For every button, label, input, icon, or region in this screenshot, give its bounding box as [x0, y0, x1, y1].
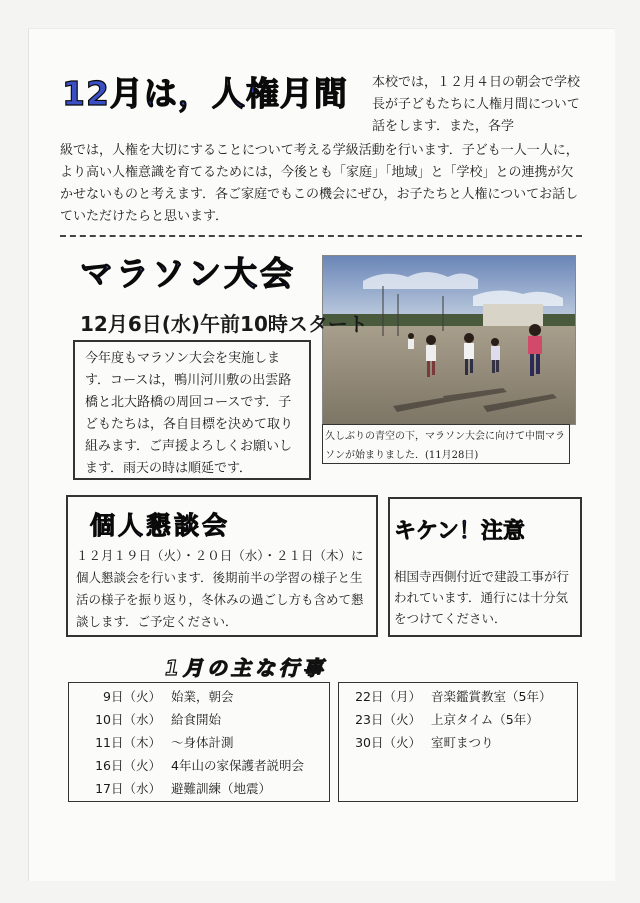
event-row: [345, 708, 577, 731]
section-divider: [60, 235, 582, 237]
event-date: 22日（月）: [355, 689, 421, 704]
events-list-right: [338, 682, 578, 802]
event-date: 30日（火）: [355, 735, 421, 750]
events-title: 1月の主な行事: [165, 656, 327, 680]
marathon-datetime: 12月6日(水)午前10時スタート: [80, 312, 368, 336]
marathon-description-box: 今年度もマラソン大会を実施します．コースは，鴨川河川敷の出雲路橋と北大路橋の周回コースです．子どもたちは，各自目標を決めて取り組みます．ご声援よろしくお願いします．雨天の時は順延です．: [73, 340, 311, 480]
event-row: [85, 754, 329, 777]
interview-body: １２月１９日（火）・２０日（水）・２１日（木）に個人懇談会を行います．後期前半の学習の様子と生活の様子を振り返り，冬休みの過ごし方も含めて懇談します．ご予定ください．: [76, 548, 364, 629]
event-date: 10日（水）: [95, 712, 161, 727]
event-desc: 避難訓練（地震）: [171, 781, 272, 796]
event-desc: 上京タイム（5年）: [431, 712, 539, 727]
event-desc: 4年山の家保護者説明会: [171, 758, 304, 773]
event-row: [345, 731, 577, 754]
event-desc: 始業，朝会: [171, 689, 234, 704]
event-desc: 室町まつり: [431, 735, 494, 750]
marathon-title: マラソン大会: [80, 254, 296, 293]
event-date: 9日（火）: [103, 689, 161, 704]
jinken-title: 12月は，人権月間: [62, 74, 348, 113]
marathon-photo: [322, 255, 576, 425]
caution-title: キケン！注意: [394, 519, 525, 544]
event-desc: 音楽鑑賞教室（5年）: [431, 689, 552, 704]
event-date: 23日（火）: [355, 712, 421, 727]
photo-caption: 久しぶりの青空の下，マラソン大会に向けて中間マラソンが始まりました．(11月28日): [322, 424, 570, 464]
event-desc: ～身体計測: [171, 735, 234, 750]
events-list-left: [68, 682, 330, 802]
caution-body: 相国寺西側付近で建設工事が行われています．通行には十分気をつけてください．: [394, 569, 570, 626]
event-date: 11日（木）: [95, 735, 161, 750]
event-row: [85, 731, 329, 754]
event-row: [85, 685, 329, 708]
jinken-body-first: 本校では，１２月４日の朝会で学校長が子どもたちに人権月間について話をします．また，各学: [372, 75, 581, 134]
event-desc: 給食開始: [171, 712, 222, 727]
event-row: [345, 685, 577, 708]
event-row: [85, 708, 329, 731]
interview-title: 個人懇談会: [90, 511, 231, 540]
event-date: 17日（水）: [95, 781, 161, 796]
jinken-body-rest: 級では，人権を大切にすることについて考える学級活動を行います．子ども一人一人に，より高い人権意識を育てるためには，今後とも「家庭」「地域」と「学校」との連携が欠かせないものと考えます．各ご家庭でもこの機会にぜひ，お子たちと人権についてお話していただけたらと思います．: [60, 143, 579, 224]
event-date: 16日（火）: [95, 758, 161, 773]
event-row: [85, 777, 329, 800]
